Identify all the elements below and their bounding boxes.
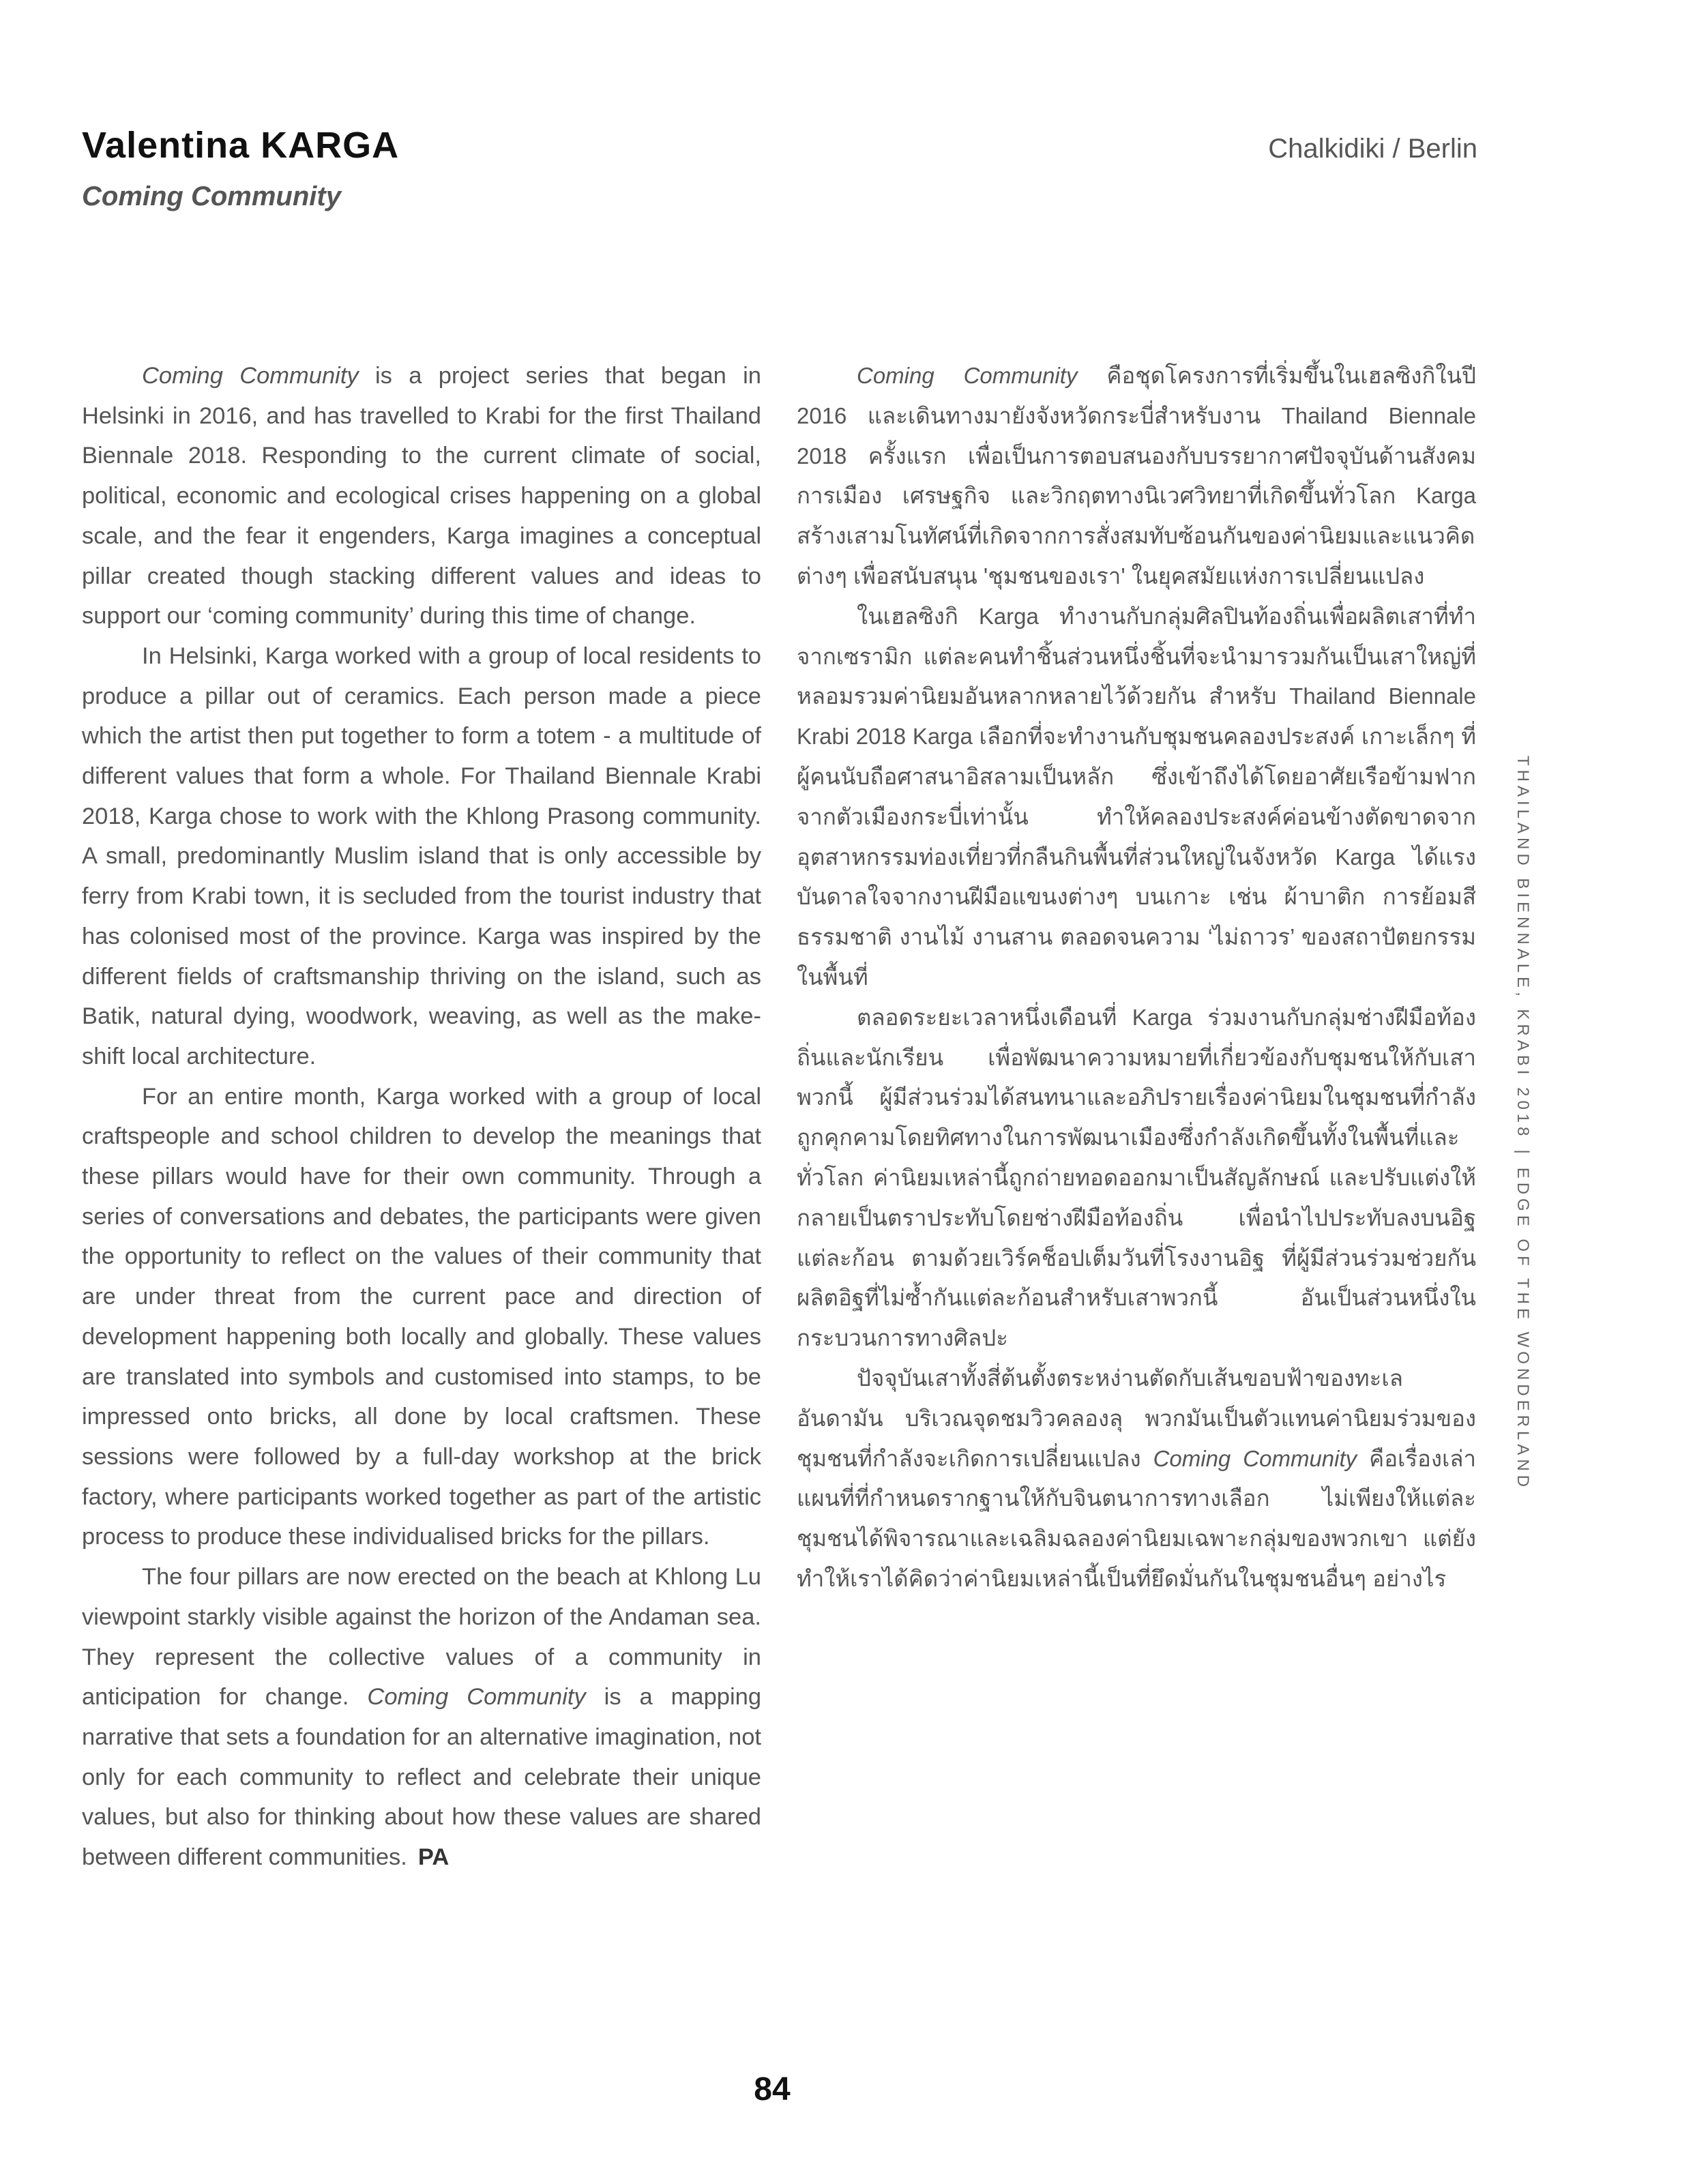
english-paragraph: In Helsinki, Karga worked with a group of local residents to produce a pillar out of ceramics. Each person made a piece which the artist then put together to form a totem - a multitude of different values that form a whole. For Thailand Biennale Krabi 2018, Karga chose to work with the Khlong Prasong community. A small, predominantly Muslim island that is only accessible by ferry from Krabi town, it is secluded from the tourist industry that has colonised most of the province. Karga was inspired by the different fields of craftsmanship thriving on the island, such as Batik, natural dying, woodwork, weaving, as well as the make-shift local architecture. [82, 642, 761, 1069]
english-paragraph [82, 1557, 761, 1878]
italic-title: Coming Community [142, 363, 359, 389]
italic-title: Coming Community [1153, 1445, 1357, 1471]
english-paragraph [82, 356, 761, 636]
paragraph-text: is a mapping narrative that sets a foundation for an alternative imagination, not only for each community to reflect and celebrate their unique values, but also for thinking about how these values are shared between different communities. [82, 1684, 762, 1871]
english-text-column [82, 356, 761, 1878]
paragraph-text: is a project series that began in Helsinki in 2016, and has travelled to Krabi for the first Thailand Biennale 2018. Responding to the current climate of social, political, economic and ecological crises happening on a global scale, and the fear it engenders, Karga imagines a conceptual pillar created though stacking different values and ideas to support our ‘coming community’ during this time of change. [82, 363, 761, 630]
vertical-running-header [1513, 756, 1532, 1491]
artist-name: Valentina KARGA [82, 125, 400, 166]
thai-paragraph [797, 356, 1476, 597]
running-header-separator: | [1514, 1149, 1532, 1158]
author-signature: PA [417, 1844, 450, 1871]
english-paragraph: For an entire month, Karga worked with a group of local craftspeople and school children to develop the meanings that these pillars would have for their own community. Through a series of conversations and debates, the participants were given the opportunity to reflect on the values of their community that are under threat from the current pace and direction of development happening both locally and globally. These values are translated into symbols and customised into stamps, to be impressed onto bricks, all done by local craftsmen. These sessions were followed by a full-day workshop at the brick factory, where participants worked together as part of the artistic process to produce these individualised bricks for the pillars. [82, 1083, 761, 1550]
page-number: 84 [754, 2071, 791, 2107]
running-header-right: EDGE OF THE WONDERLAND [1514, 1167, 1532, 1491]
italic-title: Coming Community [857, 363, 1078, 388]
paragraph-text: ปัจจุบันเสาทั้งสี่ต้นตั้งตระหง่านตัดกับเส้นขอบฟ้าของทะเลอันดามัน บริเวณจุดชมวิวคลองลุ พวกมันเป็นตัวแทนค่านิยมร่วมของชุมชนที่กำลังจะเกิดการเปลี่ยนแปลง [797, 1365, 1476, 1471]
thai-paragraph [797, 1359, 1476, 1599]
paragraph-text: The four pillars are now erected on the beach at Khlong Lu viewpoint starkly visible against the horizon of the Andaman sea. They represent the collective values of a community in anticipation for change. [82, 1564, 761, 1711]
paragraph-text: คือชุดโครงการที่เริ่มขึ้นในเฮลซิงกิในปี 2016 และเดินทางมายังจังหวัดกระบี่สำหรับงาน Thailand Biennale 2018 ครั้งแรก เพื่อเป็นการตอบสนองกับบรรยากาศปัจจุบันด้านสังคม การเมือง เศรษฐกิจ และวิกฤตทางนิเวศวิทยาที่เกิดขึ้นทั่วโลก Karga สร้างเสามโนทัศน์ที่เกิดจากการสั่งสมทับซ้อนกันของค่านิยมและแนวคิดต่างๆ เพื่อสนับสนุน 'ชุมชนของเรา' ในยุคสมัยแห่งการเปลี่ยนแปลง [797, 363, 1476, 589]
paragraph-text: คือเรื่องเล่าแผนที่ที่กำหนดรากฐานให้กับจินตนาการทางเลือก ไม่เพียงให้แต่ละชุมชนได้พิจารณาและเฉลิมฉลองค่านิยมเฉพาะกลุ่มของพวกเขา แต่ยังทำให้เราได้คิดว่าค่านิยมเหล่านี้เป็นที่ยึดมั่นกันในชุมชนอื่นๆ อย่างไร [797, 1445, 1477, 1591]
running-header-left: THAILAND BIENNALE, KRABI 2018 [1514, 756, 1532, 1140]
thai-paragraph: ตลอดระยะเวลาหนึ่งเดือนที่ Karga ร่วมงานกับกลุ่มช่างฝีมือท้องถิ่นและนักเรียน เพื่อพัฒนาความหมายที่เกี่ยวข้องกับชุมชนให้กับเสาพวกนี้ ผู้มีส่วนร่วมได้สนทนาและอภิปรายเรื่องค่านิยมในชุมชนที่กำลังถูกคุกคามโดยทิศทางในการพัฒนาเมืองซึ่งกำลังเกิดขึ้นทั้งในพื้นที่และทั่วโลก ค่านิยมเหล่านี้ถูกถ่ายทอดออกมาเป็นสัญลักษณ์ และปรับแต่งให้กลายเป็นตราประทับโดยช่างฝีมือท้องถิ่น เพื่อนำไปประทับลงบนอิฐแต่ละก้อน ตามด้วยเวิร์คช็อปเต็มวันที่โรงงานอิฐ ที่ผู้มีส่วนร่วมช่วยกันผลิตอิฐที่ไม่ซ้ำกันแต่ละก้อนสำหรับเสาพวกนี้ อันเป็นส่วนหนึ่งในกระบวนการทางศิลปะ [797, 1004, 1476, 1351]
thai-paragraph: ในเฮลซิงกิ Karga ทำงานกับกลุ่มศิลปินท้องถิ่นเพื่อผลิตเสาที่ทำจากเซรามิก แต่ละคนทำชิ้นส่วนหนึ่งชิ้นที่จะนำมารวมกันเป็นเสาใหญ่ที่หลอมรวมค่านิยมอันหลากหลายไว้ด้วยกัน สำหรับ Thailand Biennale Krabi 2018 Karga เลือกที่จะทำงานกับชุมชนคลองประสงค์ เกาะเล็กๆ ที่ผู้คนนับถือศาสนาอิสลามเป็นหลัก ซึ่งเข้าถึงได้โดยอาศัยเรือข้ามฟากจากตัวเมืองกระบี่เท่านั้น ทำให้คลองประสงค์ค่อนข้างตัดขาดจากอุตสาหกรรมท่องเที่ยวที่กลืนกินพื้นที่ส่วนใหญ่ในจังหวัด Karga ได้แรงบันดาลใจจากงานฝีมือแขนงต่างๆ บนเกาะ เช่น ผ้าบาติก การย้อมสีธรรมชาติ งานไม้ งานสาน ตลอดจนความ ‘ไม่ถาวร’ ของสถาปัตยกรรมในพื้นที่ [797, 603, 1476, 990]
artwork-title: Coming Community [82, 181, 341, 211]
thai-text-column [797, 356, 1476, 1599]
italic-title: Coming Community [367, 1684, 586, 1711]
artist-location: Chalkidiki / Berlin [1268, 134, 1477, 164]
